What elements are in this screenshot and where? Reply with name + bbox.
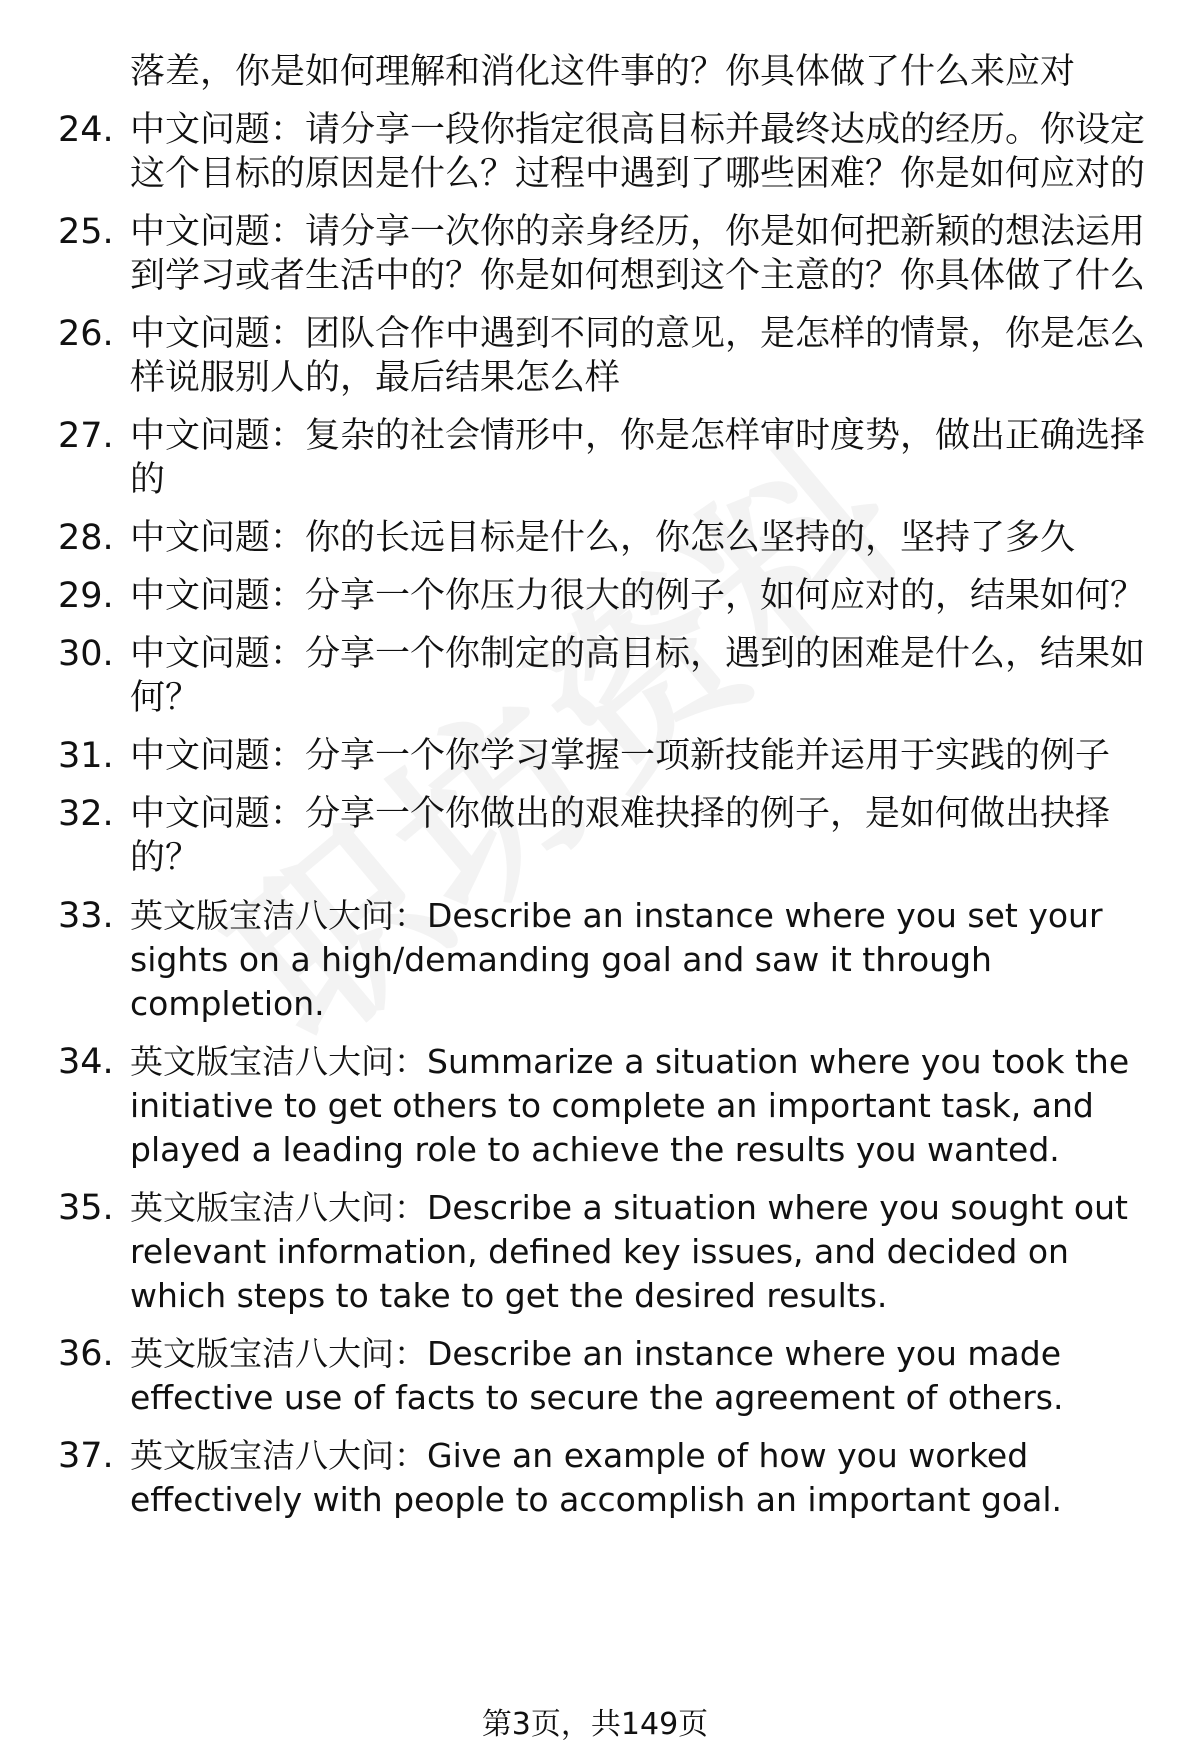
list-item xyxy=(0,210,1190,298)
list-item xyxy=(0,574,1190,618)
item-number: 35. xyxy=(58,1188,114,1228)
item-text: 中文问题：分享一个你做出的艰难抉择的例子，是如何做出抉择的？ xyxy=(130,794,1111,878)
list-item xyxy=(0,1186,1190,1318)
item-text: 中文问题：分享一个你制定的高目标，遇到的困难是什么，结果如何？ xyxy=(130,634,1146,718)
item-number: 31. xyxy=(58,736,114,776)
item-text: 中文问题：请分享一次你的亲身经历，你是如何把新颖的想法运用到学习或者生活中的？你是如何想到这个主意的？你具体做了什么 xyxy=(130,212,1146,296)
item-number: 28. xyxy=(58,518,114,558)
item-text: 中文问题：团队合作中遇到不同的意见，是怎样的情景，你是怎么样说服别人的，最后结果怎么样 xyxy=(130,314,1146,398)
item-number: 33. xyxy=(58,896,114,936)
item-number: 27. xyxy=(58,416,114,456)
item-number: 24. xyxy=(58,110,114,150)
list-item xyxy=(0,1434,1190,1522)
list-item xyxy=(0,414,1190,502)
list-item xyxy=(0,894,1190,1026)
list-item xyxy=(0,312,1190,400)
item-number: 36. xyxy=(58,1334,114,1374)
continued-question-text: 落差，你是如何理解和消化这件事的？你具体做了什么来应对 xyxy=(130,52,1076,92)
item-number: 34. xyxy=(58,1042,114,1082)
item-text: 中文问题：请分享一段你指定很高目标并最终达成的经历。你设定这个目标的原因是什么？过程中遇到了哪些困难？你是如何应对的 xyxy=(130,110,1146,194)
item-text: 英文版宝洁八大问：Describe an instance where you made effective use of facts to secure the agreement of others. xyxy=(130,1334,1064,1417)
item-text: 英文版宝洁八大问：Summarize a situation where you took the initiative to get others to complete an important task, and played a leading role to achieve the results you wanted. xyxy=(130,1042,1130,1169)
list-item xyxy=(0,516,1190,560)
list-item xyxy=(0,632,1190,720)
list-item xyxy=(0,734,1190,778)
list-item xyxy=(0,1040,1190,1172)
item-text: 英文版宝洁八大问：Describe an instance where you set your sights on a high/demanding goal and saw it through completion. xyxy=(130,896,1103,1023)
item-number: 32. xyxy=(58,794,114,834)
item-text: 中文问题：复杂的社会情形中，你是怎样审时度势，做出正确选择的 xyxy=(130,416,1146,500)
item-number: 29. xyxy=(58,576,114,616)
list-item xyxy=(0,108,1190,196)
page-footer: 第3页，共149页 xyxy=(481,1707,709,1742)
list-item xyxy=(0,792,1190,880)
item-number: 25. xyxy=(58,212,114,252)
item-text: 中文问题：分享一个你压力很大的例子，如何应对的，结果如何？ xyxy=(130,576,1146,616)
question-list xyxy=(0,108,1190,1536)
item-number: 37. xyxy=(58,1436,114,1476)
item-number: 30. xyxy=(58,634,114,674)
item-text: 中文问题：分享一个你学习掌握一项新技能并运用于实践的例子 xyxy=(130,736,1111,776)
item-text: 英文版宝洁八大问：Describe a situation where you sought out relevant information, defined key issues, and decided on which steps to take to get the desired results. xyxy=(130,1188,1128,1315)
item-text: 中文问题：你的长远目标是什么，你怎么坚持的，坚持了多久 xyxy=(130,518,1076,558)
item-number: 26. xyxy=(58,314,114,354)
item-text: 英文版宝洁八大问：Give an example of how you worked effectively with people to accomplish an important goal. xyxy=(130,1436,1062,1519)
list-item xyxy=(0,1332,1190,1420)
